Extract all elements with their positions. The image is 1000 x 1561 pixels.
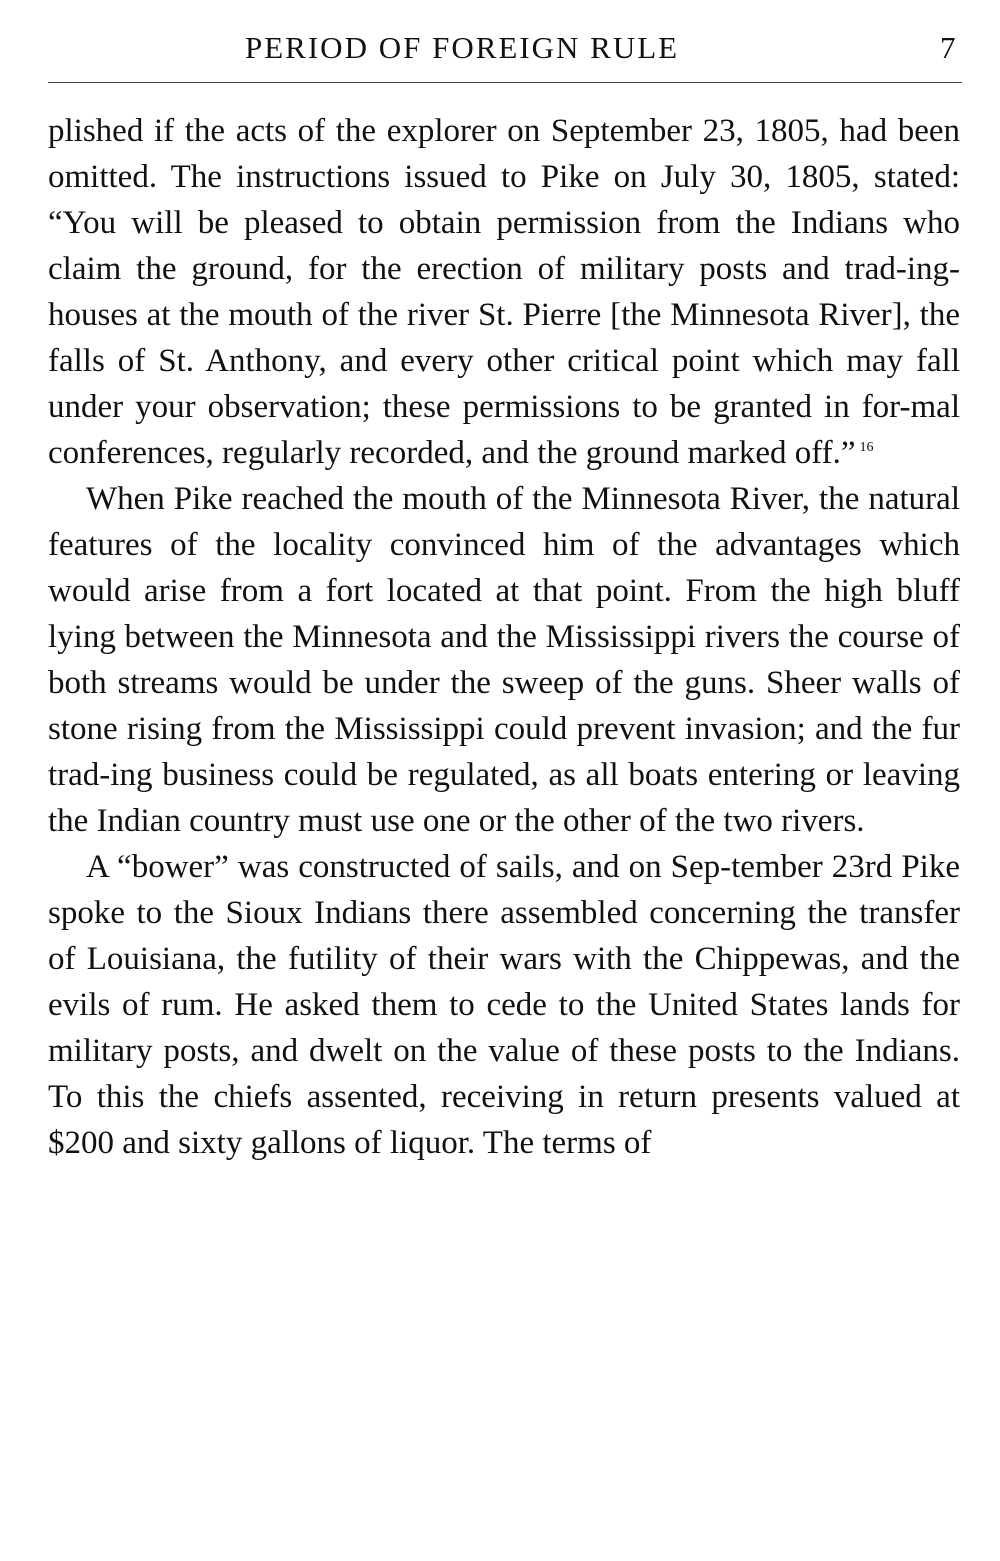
header-rule [48, 82, 962, 83]
paragraph-3-text: A “bower” was constructed of sails, and on Sep-tember 23rd Pike spoke to the Sioux Indians there assembled concerning the transfer of Louisiana, the futility of their wars with the Chippewas, and the evils of rum. He asked them to cede to the United States lands for military posts, and dwelt on the value of these posts to the Indians. To this the chiefs assented, receiving in return presents valued at $200 and sixty gallons of liquor. The terms of [48, 849, 960, 1161]
running-title: PERIOD OF FOREIGN RULE [245, 30, 680, 65]
paragraph-pike-fort [48, 476, 960, 844]
running-head [0, 26, 1000, 70]
paragraph-2-text: When Pike reached the mouth of the Minnesota River, the natural features of the locality convinced him of the advantages which would arise from a fort located at that point. From the high bluff lying between the Minnesota and the Mississippi rivers the course of both streams would be under the sweep of the guns. Sheer walls of stone rising from the Mississippi could prevent invasion; and the fur trad-ing business could be regulated, as all boats entering or leaving the Indian country must use one or the other of the two rivers. [48, 481, 960, 839]
paragraph-continued [48, 108, 960, 476]
paragraph-1-text: plished if the acts of the explorer on September 23, 1805, had been omitted. The instructions issued to Pike on July 30, 1805, stated: “You will be pleased to obtain permission from the Indians who claim the ground, for the erection of military posts and trad-ing-houses at the mouth of the river St. Pierre [the Minnesota River], the falls of St. Anthony, and every other critical point which may fall under your observation; these permissions to be granted in for-mal conferences, regularly recorded, and the ground marked off.” [48, 113, 960, 471]
body-text [48, 108, 960, 1166]
footnote-marker: 16 [859, 440, 874, 455]
paragraph-bower-council [48, 844, 960, 1166]
page-number: 7 [940, 30, 956, 65]
